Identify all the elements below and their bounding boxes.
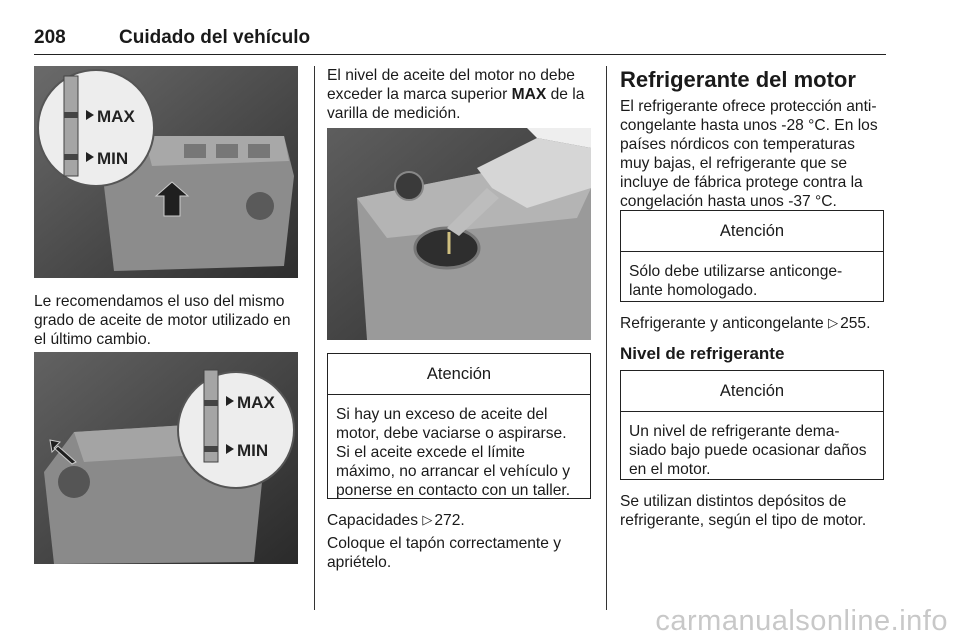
warning-title: Atención [328,354,590,395]
coolant-intro-paragraph: El refrigerante ofrece protección anti-congelante hasta unos -28 °C. En los países nórdicos con temperaturas muy bajas, el refrigerante que se incluye de fábrica protege contra la congelación hasta unos -37 °C. [620,98,878,210]
max-mark-label: MAX [237,393,275,412]
min-mark-label: MIN [97,149,129,168]
column-divider-2 [606,66,607,610]
antifreeze-reference: Refrigerante y anticongelante ▷ 255. [620,315,871,332]
capacities-page-link[interactable]: 272. [434,512,465,529]
antifreeze-page-link[interactable]: 255. [840,315,871,332]
oil-filling-photo [327,128,591,340]
antifreeze-warning-box [620,210,884,302]
coolant-reservoir-paragraph: Se utilizan distintos depósitos de refrigerante, según el tipo de motor. [620,493,867,529]
page-number: 208 [34,27,66,48]
warning-text: Sólo debe utilizarse anticonge-lante homologado. [629,263,843,299]
warning-text: Un nivel de refrigerante dema-siado bajo puede ocasionar daños en el motor. [629,423,867,478]
max-mark-bold: MAX [511,86,547,103]
min-mark-label: MIN [237,441,269,460]
cap-instruction: Coloque el tapón correctamente y apriételo. [327,535,562,571]
oil-level-paragraph: El nivel de aceite del motor no debe exceder la marca superior MAX de la varilla de medición. [327,67,585,122]
low-coolant-warning-box [620,370,884,480]
column-divider-1 [314,66,315,610]
warning-title: Atención [621,211,883,252]
page-header [34,24,886,55]
capacities-reference: Capacidades ▷ 272. [327,512,465,529]
page-reference-arrow-icon: ▷ [828,315,839,330]
warning-text: Si hay un exceso de aceite del motor, debe vaciarse o aspirarse. Si el aceite excede el límite máximo, no arrancar el vehículo y ponerse en contacto con un taller. [336,406,571,499]
warning-title: Atención [621,371,883,412]
max-mark-label: MAX [97,107,135,126]
coolant-level-subheading: Nivel de refrigerante [620,344,785,363]
page-reference-arrow-icon: ▷ [422,512,433,527]
oil-grade-paragraph: Le recomendamos el uso del mismo grado de aceite de motor utilizado en el último cambio. [34,293,291,348]
section-title: Cuidado del vehículo [119,27,311,48]
oil-overfill-warning-box [327,353,591,499]
coolant-heading: Refrigerante del motor [620,67,856,92]
site-watermark: carmanualsonline.info [655,605,948,637]
dipstick-photo-2 [34,352,298,564]
dipstick-photo-1 [34,66,298,278]
